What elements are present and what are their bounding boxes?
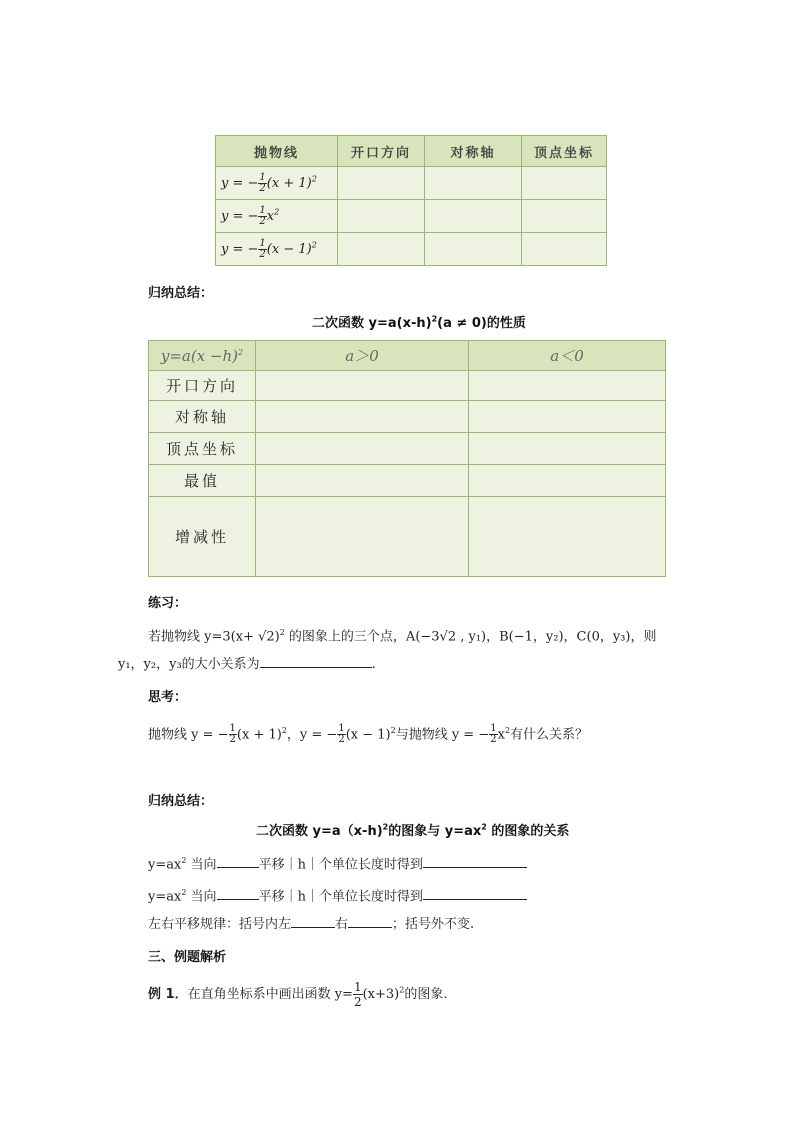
- parabola-formula-2: [216, 200, 338, 233]
- practice-text: y₁，y₂，y₃的大小关系为: [118, 657, 260, 672]
- cell-blank: [425, 200, 522, 233]
- result-blank[interactable]: [423, 887, 527, 900]
- parabola-formula-1: [216, 167, 338, 200]
- example-label: 例 1．: [148, 987, 188, 1002]
- header-opening: 开口方向: [338, 136, 425, 167]
- cell-blank: [338, 167, 425, 200]
- table2-caption: [312, 312, 526, 331]
- exponent: 2: [399, 985, 405, 995]
- example-text: 的图象.: [404, 987, 448, 1002]
- practice-text: 的图象上的三个点，A(−3√2 , y₁)，B(−1，y₂)，C(0，y₃)，则: [284, 629, 657, 645]
- cell-blank: [522, 233, 607, 266]
- period: .: [371, 657, 376, 672]
- fraction: [489, 724, 497, 745]
- exponent: 2: [390, 726, 396, 735]
- header-a-negative: a＜0: [469, 341, 666, 371]
- think-text: (x + 1): [236, 727, 282, 743]
- exponent: 2: [431, 314, 438, 324]
- fraction: [229, 724, 237, 745]
- table-row: [216, 167, 607, 200]
- exponent: 2: [311, 240, 317, 250]
- exponent: 2: [311, 174, 317, 184]
- exponent: 2: [238, 347, 244, 357]
- exponent: 2: [281, 726, 287, 735]
- title-text: 的图象与 y=ax: [388, 824, 482, 839]
- cell-blank: [522, 167, 607, 200]
- shift-line-2: [148, 884, 527, 906]
- cell-blank: [469, 433, 666, 465]
- fraction: [258, 206, 266, 227]
- exponent: 2: [279, 628, 285, 637]
- formula-expr: (x − 1): [266, 241, 312, 257]
- cell-blank: [469, 497, 666, 577]
- numerator: 1: [259, 204, 266, 216]
- table-row: [149, 401, 666, 433]
- fraction: [337, 724, 345, 745]
- exponent: 2: [504, 726, 511, 735]
- practice-text: 若抛物线 y=3(x+ √2): [148, 629, 280, 645]
- cell-blank: [256, 401, 469, 433]
- cell-blank: [425, 233, 522, 266]
- exponent: 2: [382, 822, 389, 832]
- properties-table: [148, 340, 666, 577]
- title-text: 二次函数 y=a（x-h): [256, 824, 383, 839]
- denominator: 2: [259, 182, 266, 194]
- denominator: 2: [353, 995, 362, 1009]
- table-row: [149, 497, 666, 577]
- formula-prefix: y = −: [221, 208, 259, 224]
- row-label-monotonicity: 增减性: [149, 497, 256, 577]
- line-text: y=ax: [148, 857, 182, 873]
- cell-blank: [469, 371, 666, 401]
- denominator: 2: [259, 215, 266, 227]
- table-header-row: [216, 136, 607, 167]
- formula-expr: (x + 1): [266, 175, 312, 191]
- formula-prefix: y = −: [221, 175, 259, 191]
- formula-prefix: y = −: [221, 241, 259, 257]
- numerator: 1: [490, 723, 497, 735]
- table-row: [216, 233, 607, 266]
- parabola-table: [215, 135, 607, 266]
- shift-rule: [148, 915, 474, 934]
- row-label-axis: 对称轴: [149, 401, 256, 433]
- caption-text: 二次函数 y=a(x-h): [312, 316, 432, 331]
- think-question: [148, 722, 588, 745]
- think-text: x: [497, 727, 505, 743]
- title-text: 的图象的关系: [486, 824, 570, 839]
- example-text: (x+3): [362, 987, 400, 1002]
- summary2-title: [256, 820, 569, 839]
- row-label-extremum: 最值: [149, 465, 256, 497]
- table-header-row: [149, 341, 666, 371]
- rule-text: 左右平移规律：括号内左: [148, 917, 292, 932]
- fraction: [353, 980, 363, 1009]
- header-text: y=a(x −h): [160, 346, 239, 365]
- formula-expr: x: [266, 208, 275, 224]
- cell-blank: [338, 233, 425, 266]
- parabola-formula-3: [216, 233, 338, 266]
- cell-blank: [469, 401, 666, 433]
- think-heading: 思考：: [148, 690, 188, 705]
- exponent: 2: [481, 822, 487, 832]
- cell-blank: [256, 433, 469, 465]
- table-row: [149, 465, 666, 497]
- caption-text: (a ≠ 0)的性质: [437, 316, 526, 331]
- numerator: 1: [338, 723, 345, 735]
- summary-heading: 归纳总结：: [148, 286, 214, 301]
- exponent: 2: [181, 888, 187, 897]
- fraction: [258, 239, 266, 260]
- rule-text: ；括号外不变.: [392, 917, 475, 932]
- row-label-vertex: 顶点坐标: [149, 433, 256, 465]
- denominator: 2: [229, 734, 236, 746]
- rule-blank-left[interactable]: [291, 915, 335, 928]
- think-text: ，y = −: [286, 727, 338, 743]
- rule-text: 右: [335, 917, 349, 932]
- think-text: 与抛物线 y = −: [395, 727, 490, 743]
- shift-line-1: [148, 852, 527, 874]
- practice-heading: 练习：: [148, 596, 188, 611]
- line-text: y=ax: [148, 889, 182, 905]
- header-function: [149, 341, 256, 371]
- denominator: 2: [490, 734, 497, 746]
- cell-blank: [338, 200, 425, 233]
- denominator: 2: [259, 248, 266, 260]
- cell-blank: [425, 167, 522, 200]
- cell-blank: [256, 497, 469, 577]
- practice-line-2: [118, 655, 376, 674]
- practice-line-1: [148, 624, 656, 646]
- header-vertex: 顶点坐标: [522, 136, 607, 167]
- answer-blank[interactable]: [260, 655, 372, 668]
- header-parabola: 抛物线: [216, 136, 338, 167]
- summary2-heading: 归纳总结：: [148, 794, 214, 809]
- cell-blank: [522, 200, 607, 233]
- line-text: 当向: [186, 857, 217, 873]
- cell-blank: [256, 465, 469, 497]
- example-1: [148, 980, 447, 1009]
- exponent: 2: [274, 207, 280, 217]
- denominator: 2: [338, 734, 345, 746]
- numerator: 1: [259, 237, 266, 249]
- think-text: (x − 1): [345, 727, 391, 743]
- exponent: 2: [181, 856, 187, 865]
- direction-blank[interactable]: [217, 887, 259, 900]
- cell-blank: [469, 465, 666, 497]
- row-label-opening: 开口方向: [149, 371, 256, 401]
- rule-blank-right[interactable]: [348, 915, 392, 928]
- line-text: 当向: [186, 889, 217, 905]
- line-text: 平移｜h｜个单位长度时得到: [258, 857, 423, 873]
- cell-blank: [256, 371, 469, 401]
- table-row: [149, 371, 666, 401]
- think-text: 有什么关系？: [510, 727, 589, 743]
- header-a-positive: a＞0: [256, 341, 469, 371]
- table-row: [149, 433, 666, 465]
- numerator: 1: [229, 723, 236, 735]
- result-blank[interactable]: [423, 855, 527, 868]
- think-text: 抛物线 y = −: [148, 727, 229, 743]
- table-row: [216, 200, 607, 233]
- example-text: 在直角坐标系中画出函数 y=: [187, 987, 353, 1002]
- section-heading: 三、例题解析: [148, 950, 227, 965]
- fraction: [258, 173, 266, 194]
- numerator: 1: [259, 171, 266, 183]
- line-text: 平移｜h｜个单位长度时得到: [258, 889, 423, 905]
- header-axis: 对称轴: [425, 136, 522, 167]
- direction-blank[interactable]: [217, 855, 259, 868]
- numerator: 1: [353, 980, 362, 994]
